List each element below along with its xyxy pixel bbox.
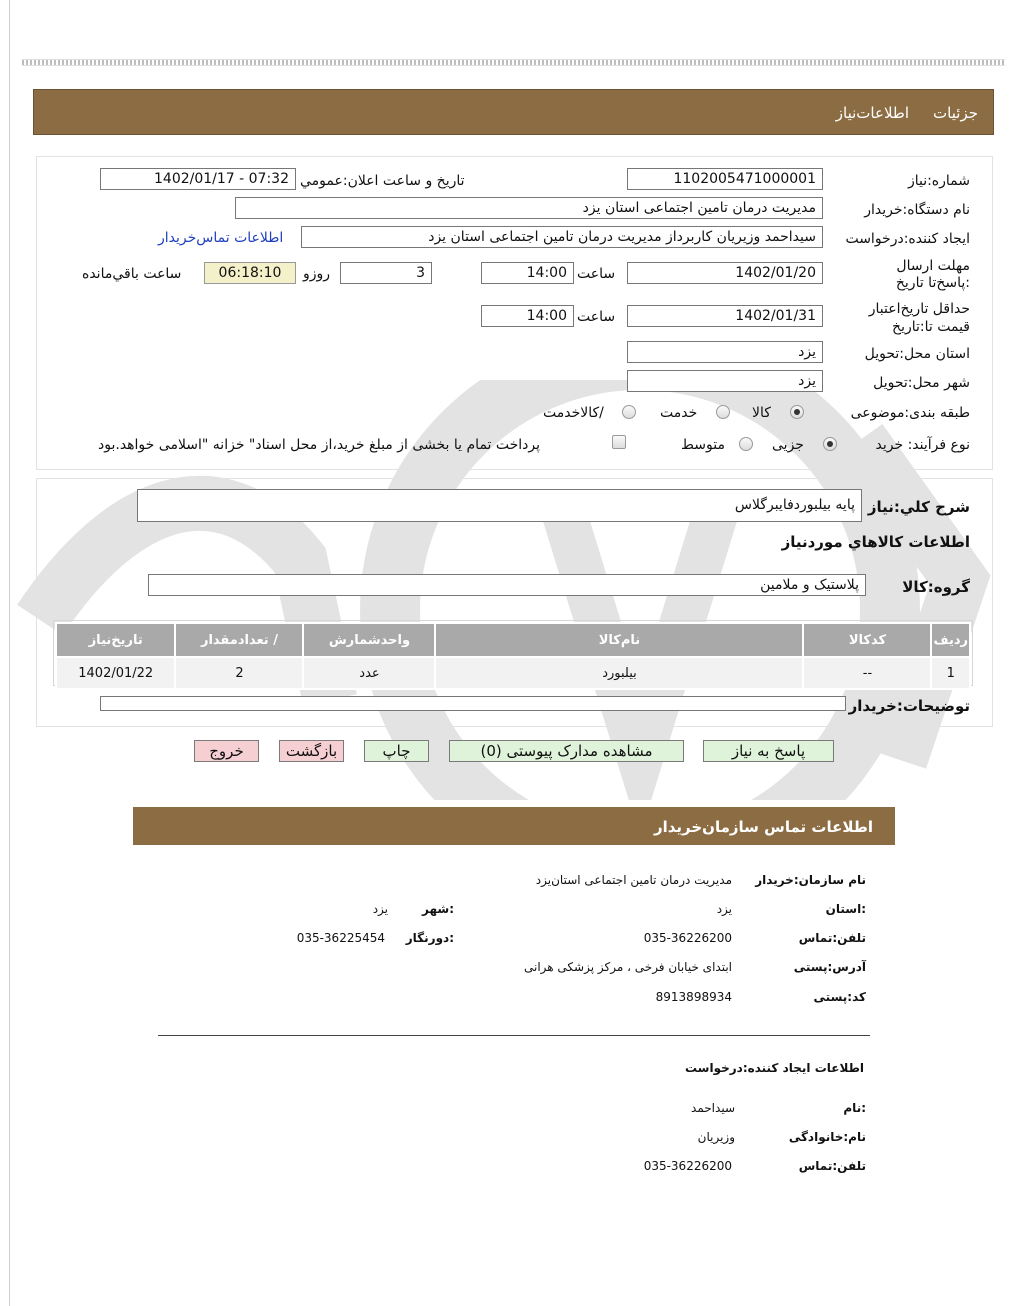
required-items-title: اطلاعات کالاهاي موردنیاز: [781, 533, 970, 551]
need-number-field: 1102005471000001: [627, 168, 823, 190]
contact-org-label: نام سازمان:خریدار: [755, 873, 866, 887]
creator-phone-label: تلفن:تماس: [798, 1159, 866, 1173]
column-header-need-date: تاریخ‌نیاز: [56, 623, 175, 657]
contact-address-value: ابتدای خیابان فرخی ، مرکز پزشکی هرانی: [523, 960, 732, 974]
category-radio-service[interactable]: [716, 405, 730, 419]
remaining-time-display: 06:18:10: [204, 262, 296, 284]
table-cell-row-number: 1: [931, 657, 970, 689]
buyer-org-field: مدیریت درمان تامین اجتماعی استان یزد: [235, 197, 823, 219]
deadline-date-field: 1402/01/20: [627, 262, 823, 284]
back-button[interactable]: بازگشت: [279, 740, 344, 762]
tab-details[interactable]: جزئیات: [933, 104, 978, 122]
creator-info-title: اطلاعات ایجاد کننده:درخواست: [684, 1061, 864, 1075]
contact-fax-label: :دورنگار: [405, 931, 454, 945]
exit-button[interactable]: خروج: [194, 740, 259, 762]
category-radio-goods-service[interactable]: [622, 405, 636, 419]
creator-name-label: :نام: [843, 1101, 866, 1115]
table-cell-unit: عدد: [303, 657, 435, 689]
tab-need-info[interactable]: اطلاعات‌نیاز: [835, 104, 909, 122]
contact-fax-value: 035-36225454: [296, 931, 385, 945]
buyer-org-label: نام دستگاه:خریدار: [864, 202, 970, 218]
days-field: 3: [340, 262, 432, 284]
buyer-notes-label: توضیحات:خریدار: [848, 697, 970, 715]
remaining-time-label: ساعت باقي‌مانده: [82, 266, 182, 282]
validity-date-field: 1402/01/31: [627, 305, 823, 327]
column-header-row-number: ردیف: [931, 623, 970, 657]
creator-family-label: نام:خانوادگی: [788, 1130, 866, 1144]
requester-label: ایجاد کننده:درخواست: [845, 231, 970, 247]
category-option-service: خدمت: [660, 405, 698, 421]
validity-time-field: 14:00: [481, 305, 574, 327]
general-description-label: شرح کلي:نیاز: [867, 498, 970, 516]
table-cell-item-code: --: [803, 657, 931, 689]
process-option-medium: متوسط: [681, 437, 725, 453]
column-header-quantity: / تعدادمقدار: [175, 623, 303, 657]
page-left-border: [9, 0, 10, 1306]
delivery-province-field: یزد: [627, 341, 823, 363]
category-option-goods: کالا: [752, 405, 771, 421]
contact-city-value: یزد: [372, 902, 388, 916]
buyer-contact-header: [133, 807, 895, 845]
table-cell-quantity: 2: [175, 657, 303, 689]
general-description-field: پایه بیلبوردفایبرگلاس: [137, 489, 862, 522]
contact-postal-label: کد:پستی: [813, 990, 866, 1004]
process-radio-medium[interactable]: [739, 437, 753, 451]
creator-phone-value: 035-36226200: [643, 1159, 732, 1173]
contact-province-value: یزد: [716, 902, 732, 916]
validity-time-label: ساعت: [577, 309, 616, 325]
process-radio-minor[interactable]: [823, 437, 837, 451]
column-header-unit: واحدشمارش: [303, 623, 435, 657]
creator-name-value: سیداحمد: [691, 1101, 735, 1115]
need-number-label: شماره:نیاز: [907, 173, 970, 189]
treasury-payment-note: پرداخت تمام یا بخشی از مبلغ خرید،از محل اسناد" خزانه "اسلامی خواهد.بود: [98, 437, 541, 453]
process-option-minor: جزیی: [772, 437, 804, 453]
contact-postal-value: 8913898934: [655, 990, 732, 1004]
deadline-label: مهلت ارسال :پاسخ‌تا تاریخ: [895, 258, 970, 291]
contact-phone-label: تلفن:تماس: [798, 931, 866, 945]
reply-to-need-button[interactable]: پاسخ به نیاز: [703, 740, 834, 762]
announce-date-label: تاریخ و ساعت اعلان:عمومي: [300, 173, 465, 189]
view-attachments-button[interactable]: مشاهده مدارک پیوستی (0): [449, 740, 684, 762]
delivery-province-label: استان محل:تحویل: [864, 346, 970, 362]
treasury-payment-checkbox[interactable]: [612, 435, 626, 449]
deadline-time-label: ساعت: [577, 266, 616, 282]
table-row: [56, 657, 970, 689]
contact-city-label: :شهر: [422, 902, 454, 916]
contact-address-label: آدرس:پستی: [793, 960, 866, 974]
contact-divider: [158, 1035, 870, 1036]
print-button[interactable]: چاپ: [364, 740, 429, 762]
creator-family-value: وزیریان: [697, 1130, 735, 1144]
validity-label: حداقل تاریخ‌اعتبار قیمت تا:تاریخ: [868, 301, 970, 335]
buyer-contact-link[interactable]: اطلاعات تماس‌خریدار: [158, 230, 284, 246]
delivery-city-label: شهر محل:تحویل: [873, 375, 970, 391]
page-header-bar: [33, 89, 994, 135]
delivery-city-field: یزد: [627, 370, 823, 392]
process-type-label: نوع فرآیند: خرید: [875, 437, 970, 453]
announce-date-field: 1402/01/17 - 07:32: [100, 168, 296, 190]
contact-phone-value: 035-36226200: [643, 931, 732, 945]
contact-province-label: :استان: [825, 902, 866, 916]
category-radio-goods[interactable]: [790, 405, 804, 419]
contact-org-value: مدیریت درمان تامین اجتماعی استان‌یزد: [535, 873, 732, 887]
buyer-contact-title: اطلاعات تماس سازمان‌خریدار: [653, 818, 873, 836]
items-table-frame: [53, 620, 973, 686]
goods-group-label: گروه:کالا: [902, 578, 970, 596]
buyer-notes-field: [100, 696, 846, 711]
table-cell-item-name: بیلبورد: [435, 657, 803, 689]
requester-field: سیداحمد وزیریان کاربرداز مدیریت درمان تامین اجتماعی استان یزد: [301, 226, 823, 248]
days-label: روزو: [303, 266, 331, 282]
deadline-time-field: 14:00: [481, 262, 574, 284]
category-label: طبقه بندی:موضوعی: [850, 405, 970, 421]
column-header-item-name: نام‌کالا: [435, 623, 803, 657]
page-top-divider: [22, 59, 1005, 66]
category-option-goods-service: /کالاخدمت: [543, 405, 604, 421]
column-header-item-code: کدکالا: [803, 623, 931, 657]
items-table: [55, 622, 971, 690]
items-table-header-row: [56, 623, 970, 657]
goods-group-field: پلاستیک و ملامین: [148, 574, 866, 596]
table-cell-need-date: 1402/01/22: [56, 657, 175, 689]
